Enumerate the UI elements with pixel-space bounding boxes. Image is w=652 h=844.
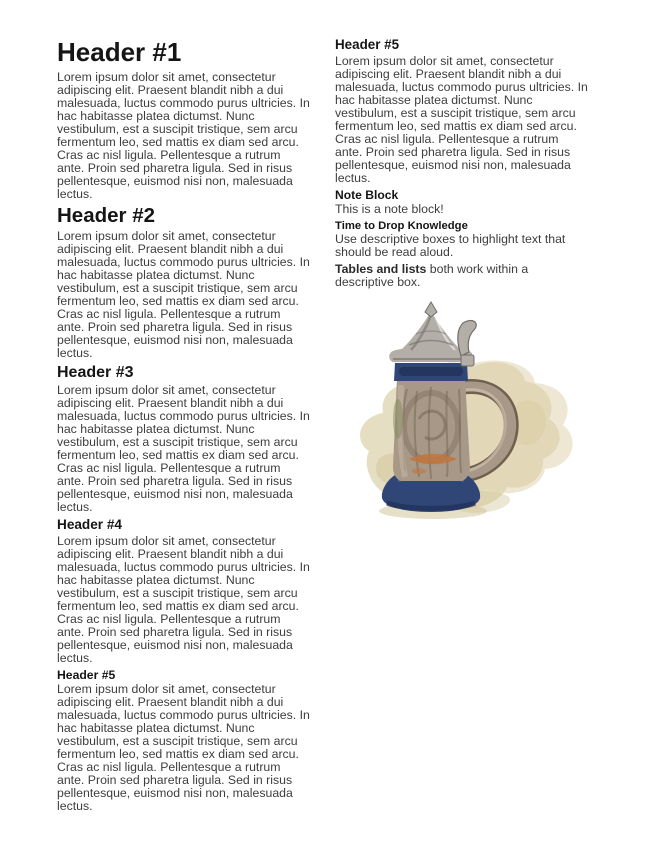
heading-2: Header #2 — [57, 203, 156, 227]
tables-lists-note — [335, 263, 588, 289]
tables-lists-rest: both work within a descriptive box. — [335, 262, 529, 290]
stein-illustration — [335, 301, 588, 529]
heading-4: Header #4 — [57, 516, 122, 532]
paragraph-lorem: Lorem ipsum dolor sit amet, consectetur adipiscing elit. Praesent blandit nibh a dui malesuada, luctus commodo purus ultricies. In hac habitasse platea dictumst. Nunc vestibulum, est a suscipit tristique, sem arcu fermentum leo, sed mattis ex diam sed arcu. Cras ac nisl ligula. Pellentesque a rutrum ante. Proin sed pharetra ligula. Sed in risus pellentesque, euismod nisi non, malesuada lectus. — [57, 382, 310, 514]
section-header-5-right — [335, 38, 588, 185]
section-header-4 — [57, 518, 310, 665]
left-column — [57, 38, 310, 817]
paragraph-lorem: Lorem ipsum dolor sit amet, consectetur adipiscing elit. Praesent blandit nibh a dui malesuada, luctus commodo purus ultricies. In hac habitasse platea dictumst. Nunc vestibulum, est a suscipit tristique, sem arcu fermentum leo, sed mattis ex diam sed arcu. Cras ac nisl ligula. Pellentesque a rutrum ante. Proin sed pharetra ligula. Sed in risus pellentesque, euismod nisi non, malesuada lectus. — [57, 533, 310, 665]
paragraph-lorem: Lorem ipsum dolor sit amet, consectetur adipiscing elit. Praesent blandit nibh a dui malesuada, luctus commodo purus ultricies. In hac habitasse platea dictumst. Nunc vestibulum, est a suscipit tristique, sem arcu fermentum leo, sed mattis ex diam sed arcu. Cras ac nisl ligula. Pellentesque a rutrum ante. Proin sed pharetra ligula. Sed in risus pellentesque, euismod nisi non, malesuada lectus. — [57, 69, 310, 201]
stein-image — [335, 301, 588, 529]
knowledge-text: Use descriptive boxes to highlight text that should be read aloud. — [335, 232, 566, 260]
heading-3: Header #3 — [57, 364, 134, 382]
section-header-1 — [57, 38, 310, 201]
stein-body — [393, 377, 470, 481]
note-block-text: This is a note block! — [335, 202, 444, 217]
section-header-5-left — [57, 669, 310, 813]
paragraph-lorem: Lorem ipsum dolor sit amet, consectetur adipiscing elit. Praesent blandit nibh a dui malesuada, luctus commodo purus ultricies. In hac habitasse platea dictumst. Nunc vestibulum, est a suscipit tristique, sem arcu fermentum leo, sed mattis ex diam sed arcu. Cras ac nisl ligula. Pellentesque a rutrum ante. Proin sed pharetra ligula. Sed in risus pellentesque, euismod nisi non, malesuada lectus. — [57, 229, 310, 361]
paragraph-lorem: Lorem ipsum dolor sit amet, consectetur adipiscing elit. Praesent blandit nibh a dui malesuada, luctus commodo purus ultricies. In hac habitasse platea dictumst. Nunc vestibulum, est a suscipit tristique, sem arcu fermentum leo, sed mattis ex diam sed arcu. Cras ac nisl ligula. Pellentesque a rutrum ante. Proin sed pharetra ligula. Sed in risus pellentesque, euismod nisi non, malesuada lectus. — [335, 53, 588, 185]
note-block-title: Note Block — [335, 187, 399, 202]
knowledge-title: Time to Drop Knowledge — [335, 220, 468, 233]
lid-finial — [425, 302, 437, 317]
section-header-3 — [57, 364, 310, 514]
section-note-block — [335, 189, 588, 216]
heading-5: Header #5 — [335, 37, 400, 52]
paragraph-lorem: Lorem ipsum dolor sit amet, consectetur adipiscing elit. Praesent blandit nibh a dui malesuada, luctus commodo purus ultricies. In hac habitasse platea dictumst. Nunc vestibulum, est a suscipit tristique, sem arcu fermentum leo, sed mattis ex diam sed arcu. Cras ac nisl ligula. Pellentesque a rutrum ante. Proin sed pharetra ligula. Sed in risus pellentesque, euismod nisi non, malesuada lectus. — [57, 682, 310, 814]
section-header-2 — [57, 205, 310, 361]
tables-lists-bold: Tables and lists — [335, 262, 427, 277]
right-column — [335, 38, 588, 817]
stein-thumblift — [458, 321, 476, 366]
stein-collar — [394, 363, 468, 381]
heading-1: Header #1 — [57, 37, 182, 67]
section-knowledge — [335, 220, 588, 289]
heading-5-small: Header #5 — [57, 667, 116, 682]
